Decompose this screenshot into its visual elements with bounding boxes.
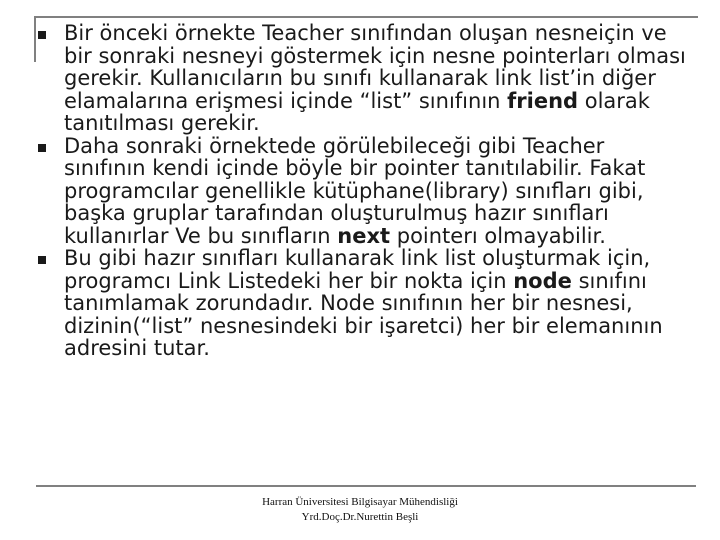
bullet-text: pointerı olmayabilir. — [390, 223, 606, 248]
bullet-item-next — [38, 135, 688, 248]
bold-keyword: friend — [507, 88, 579, 113]
bullet-text: sınıfını tanımlamak zorundadır. Node sınıfının her bir nesnesi, dizinin(“list” nesnesindeki bir işaretci) her bir elemanının adresini tutar. — [64, 268, 663, 360]
square-bullet-icon — [38, 31, 46, 39]
bullet-list — [38, 22, 688, 360]
footer-divider — [36, 485, 696, 487]
bullet-item-node — [38, 247, 688, 360]
footer-author: Yrd.Doç.Dr.Nurettin Beşli — [301, 511, 419, 523]
square-bullet-icon — [38, 256, 46, 264]
footer-institution: Harran Üniversitesi Bilgisayar Mühendisliği — [262, 496, 458, 508]
bullet-text: Bir önceki örnekte Teacher sınıfından oluşan nesneiçin ve bir sonraki nesneyi göstermek için nesne pointerları olması gerekir. Kullanıcıların bu sınıfı kullanarak link list’in diğer elamalarına erişmesi içinde “list” sınıfının — [64, 21, 686, 113]
footer — [0, 495, 720, 525]
bullet-text: olarak tanıtılması gerekir. — [64, 88, 650, 135]
bullet-item-friend — [38, 22, 688, 135]
bold-keyword: node — [513, 268, 572, 293]
frame-top-border — [34, 16, 698, 18]
bullet-text: Daha sonraki örnektede görülebileceği gibi Teacher sınıfının kendi içinde böyle bir pointer tanıtılabilir. Fakat programcılar genellikle kütüphane(library) sınıfları gibi, başka gruplar tarafından oluşturulmuş hazır sınıfları kullanırlar Ve bu sınıfların — [64, 133, 646, 248]
bold-keyword: next — [337, 223, 391, 248]
bullet-text: Bu gibi hazır sınıfları kullanarak link list oluşturmak için, programcı Link Listedeki her bir nokta için — [64, 246, 651, 293]
square-bullet-icon — [38, 144, 46, 152]
frame-left-border — [34, 16, 36, 62]
